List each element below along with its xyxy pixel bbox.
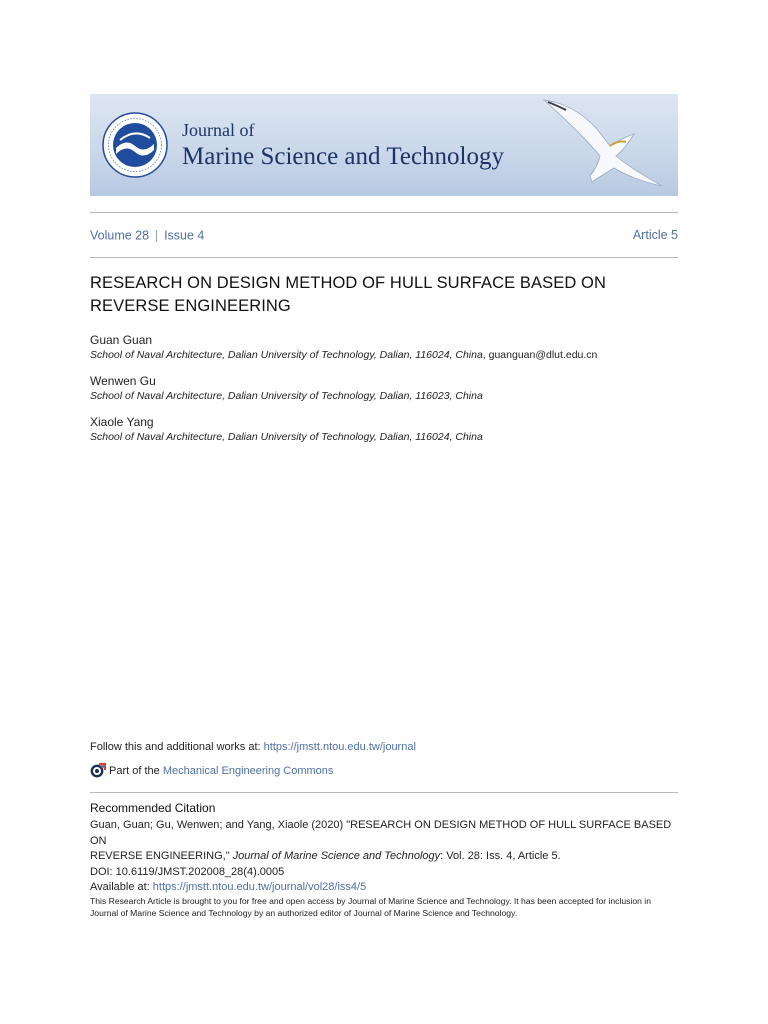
citation-heading: Recommended Citation — [90, 801, 216, 815]
author-affiliation: School of Naval Architecture, Dalian University of Technology, Dalian, 116023, China — [90, 390, 483, 402]
part-of-line — [90, 762, 678, 779]
author-name[interactable]: Xiaole Yang — [90, 415, 154, 429]
issue-link[interactable]: Issue 4 — [164, 228, 205, 243]
citation-available — [90, 880, 678, 896]
author-affiliation: School of Naval Architecture, Dalian University of Technology, Dalian, 116024, China — [90, 349, 483, 361]
author-affiliation: School of Naval Architecture, Dalian University of Technology, Dalian, 116024, China — [90, 431, 483, 443]
author-block — [90, 333, 690, 362]
follow-link[interactable]: https://jmstt.ntou.edu.tw/journal — [263, 741, 416, 753]
divider — [90, 792, 678, 793]
commons-network-icon — [90, 762, 106, 778]
divider — [90, 257, 678, 258]
available-label: Available at: — [90, 881, 153, 893]
issue-navigation — [90, 228, 678, 244]
follow-label: Follow this and additional works at: — [90, 741, 264, 753]
article-link[interactable]: Article 5 — [632, 228, 678, 242]
follow-line — [90, 740, 678, 754]
citation-line-start: REVERSE ENGINEERING," — [90, 850, 233, 862]
journal-prefix: Journal of — [182, 120, 255, 140]
author-email: , guanguan@dlut.edu.cn — [482, 349, 598, 361]
part-of-label: Part of the — [109, 765, 163, 777]
journal-banner[interactable] — [90, 94, 678, 196]
author-name[interactable]: Wenwen Gu — [90, 374, 156, 388]
author-block — [90, 374, 690, 403]
citation-volume: : Vol. 28: Iss. 4, Article 5. — [440, 850, 561, 862]
open-access-note: This Research Article is brought to you for free and open access by Journal of Marine Science and Technology. It has been accepted for inclusion in Journal of Marine Science and Technology by an authorized editor of Journal of Marine Science and Technology. — [90, 896, 651, 918]
author-name[interactable]: Guan Guan — [90, 333, 153, 347]
university-seal-logo — [102, 112, 168, 178]
volume-link[interactable]: Volume 28 — [90, 228, 150, 243]
citation-line: Guan, Guan; Gu, Wenwen; and Yang, Xiaole (2020) "RESEARCH ON DESIGN METHOD OF HULL SURFACE BASED ON — [90, 819, 672, 847]
citation-doi: DOI: 10.6119/JMST.202008_28(4).0005 — [90, 865, 285, 878]
citation-line — [90, 849, 678, 865]
separator — [156, 230, 157, 242]
author-block — [90, 415, 690, 444]
citation-journal: Journal of Marine Science and Technology — [232, 850, 441, 862]
commons-link[interactable]: Mechanical Engineering Commons — [162, 765, 334, 777]
divider — [90, 212, 678, 213]
seagull-illustration — [534, 94, 674, 196]
article-title: RESEARCH ON DESIGN METHOD OF HULL SURFACE BASED ON REVERSE ENGINEERING — [90, 274, 606, 315]
article-url-link[interactable]: https://jmstt.ntou.edu.tw/journal/vol28/iss4/5 — [152, 881, 367, 893]
journal-name: Marine Science and Technology — [182, 143, 504, 170]
citation-text — [90, 818, 678, 896]
